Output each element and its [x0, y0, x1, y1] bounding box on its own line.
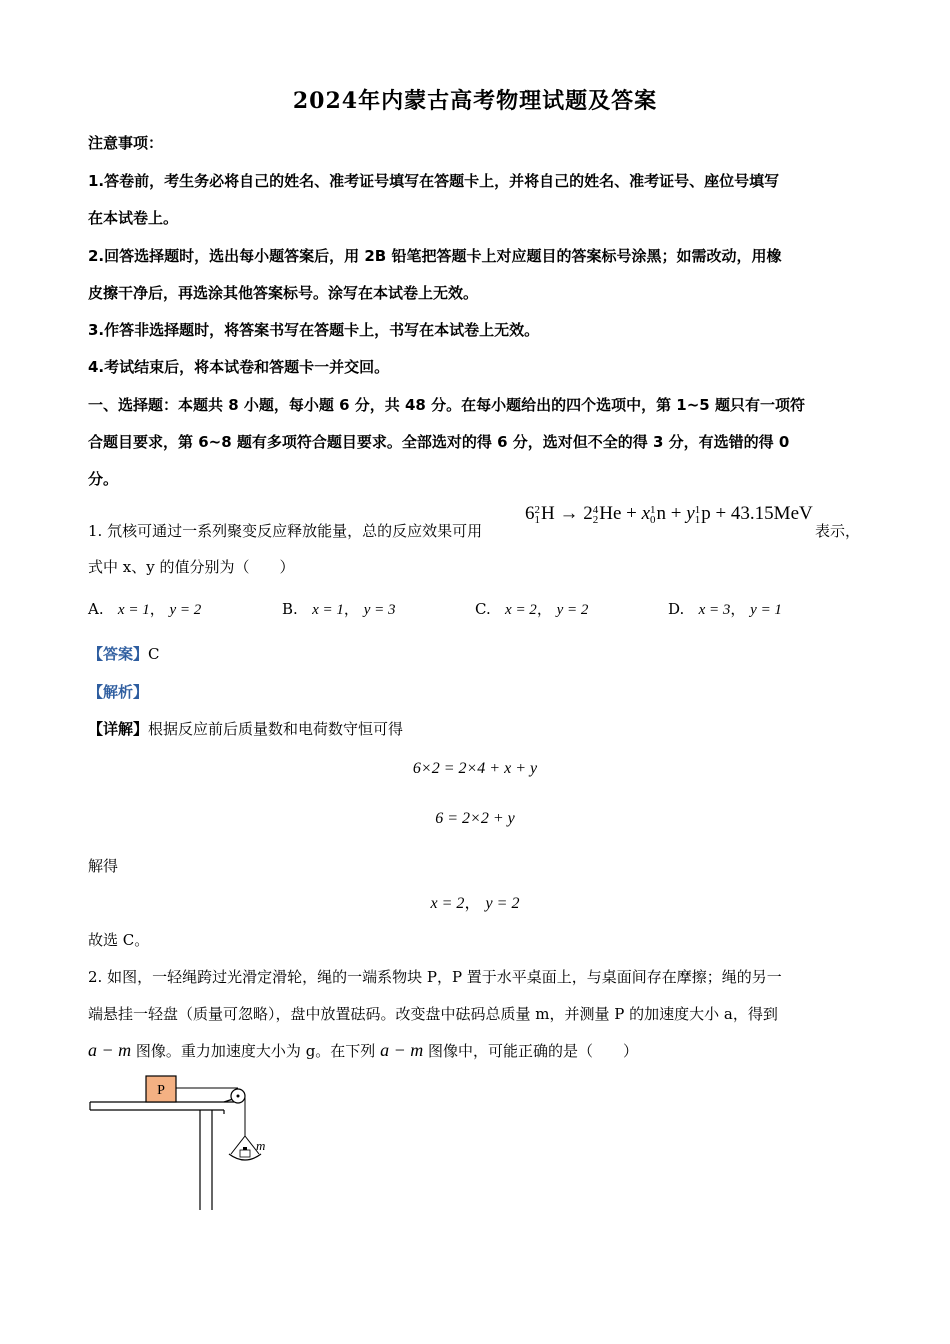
q1-option-c: C. x = 2， y = 2	[475, 600, 589, 618]
mass-label: m	[256, 1138, 266, 1153]
detail-tag: 【详解】	[88, 720, 149, 738]
answer-tag: 【答案】	[88, 645, 149, 663]
section-1-line-1: 一、选择题：本题共 8 小题，每小题 6 分，共 48 分。在每小题给出的四个选项中，第 1~5 题只有一项符	[88, 396, 805, 414]
note-1-line-2: 在本试卷上。	[88, 209, 179, 227]
section-1-line-2: 合题目要求，第 6~8 题有多项符合题目要求。全部选对的得 6 分，选对但不全的得 3 分，有选错的得 0	[88, 433, 790, 451]
weight-knob	[243, 1147, 247, 1150]
q1-answer	[88, 643, 868, 664]
section-1-line-3: 分。	[88, 470, 119, 488]
pulley-axle	[237, 1095, 240, 1098]
block-p-label: P	[157, 1083, 165, 1098]
page-title: 2024年内蒙古高考物理试题及答案	[292, 88, 658, 114]
q1-solve-label: 解得	[88, 857, 119, 875]
detail-text: 根据反应前后质量数和电荷数守恒可得	[148, 720, 404, 738]
q1-result: x = 2， y = 2	[430, 893, 520, 912]
q1-option-b: B. x = 1， y = 3	[282, 600, 396, 618]
q1-nuclear-equation: 6 2 1 H → 2 4 2 He + x 1 0 n + y 1 1 p + 43.15MeV	[525, 503, 813, 526]
q2-line-1: 2. 如图，一轻绳跨过光滑定滑轮，绳的一端系物块 P，P 置于水平桌面上，与桌面间存在摩擦；绳的另一	[88, 968, 782, 986]
note-3: 3.作答非选择题时，将答案书写在答题卡上，书写在本试卷上无效。	[88, 321, 540, 339]
weight-mass	[240, 1150, 250, 1157]
q1-stem-part1: 1. 氘核可通过一系列聚变反应释放能量，总的反应效果可用	[88, 522, 483, 540]
note-2-line-1: 2.回答选择题时，选出每小题答案后，用 2B 铅笔把答题卡上对应题目的答案标号涂黑；如需改动，用橡	[88, 247, 782, 265]
note-1-line-1: 1.答卷前，考生务必将自己的姓名、准考证号填写在答题卡上，并将自己的姓名、准考证号、座位号填写	[88, 172, 780, 190]
note-4: 4.考试结束后，将本试卷和答题卡一并交回。	[88, 358, 390, 376]
note-2-line-2: 皮擦干净后，再选涂其他答案标号。涂写在本试卷上无效。	[88, 284, 479, 302]
q2-line-3: a − m 图像。重力加速度大小为 g。在下列 a − m 图像中，可能正确的是（ ）	[88, 1040, 639, 1060]
q1-option-d: D. x = 3， y = 1	[668, 600, 782, 618]
q1-conclusion: 故选 C。	[88, 931, 150, 949]
q1-option-a: A. x = 1， y = 2	[88, 600, 202, 618]
pulley-diagram	[88, 1070, 278, 1219]
notes-heading: 注意事项：	[88, 134, 164, 152]
pulley-diagram-svg	[88, 1070, 278, 1215]
q1-stem-part2: 表示，	[815, 522, 861, 540]
q1-detail	[88, 718, 868, 739]
answer-value: C	[148, 645, 160, 663]
q1-analysis-tag: 【解析】	[88, 683, 149, 701]
q1-stem-line-2: 式中 x、y 的值分别为（ ）	[88, 558, 295, 576]
q1-equation-1: 6×2 = 2×4 + x + y	[412, 760, 538, 777]
q1-equation-2: 6 = 2×2 + y	[435, 810, 515, 827]
q2-line-2: 端悬挂一轻盘（质量可忽略），盘中放置砝码。改变盘中砝码总质量 m，并测量 P 的加速度大小 a，得到	[88, 1005, 778, 1023]
